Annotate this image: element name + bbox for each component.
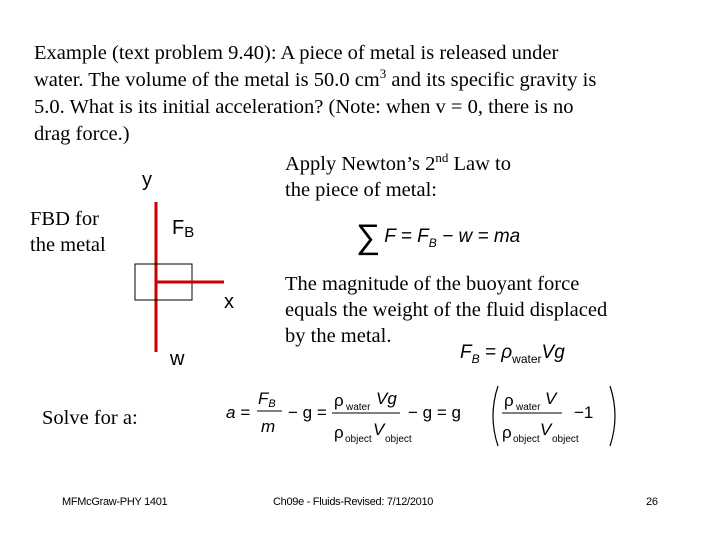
- newton-equation: [356, 218, 521, 256]
- free-body-diagram: [120, 160, 270, 380]
- frac1-denominator: m: [261, 417, 276, 436]
- water-sub: water: [512, 351, 542, 366]
- minus-g-equals-g: − g = g: [408, 403, 461, 422]
- frac2-rho: ρ: [334, 391, 344, 410]
- buoyant-explanation: [285, 271, 607, 349]
- buoyant-line-1: The magnitude of the buoyant force: [285, 273, 580, 295]
- newton-law-text: [285, 151, 511, 203]
- frac2-rho-den: ρ: [334, 423, 344, 442]
- fbd-caption-line-1: FBD for: [30, 208, 99, 230]
- buoyant-line-3: by the metal.: [285, 325, 392, 347]
- right-paren: [610, 386, 615, 446]
- footer-center: Ch09e - Fluids-Revised: 7/12/2010: [273, 496, 434, 508]
- fbd-caption: [30, 206, 106, 258]
- newton-line-2: the piece of metal:: [285, 179, 437, 201]
- frac2-object-2: object: [385, 434, 412, 445]
- rho-symbol: = ρ: [479, 342, 513, 363]
- problem-line-1: Example (text problem 9.40): A piece of metal is released under: [34, 42, 559, 64]
- buoyant-equation: [460, 342, 565, 366]
- frac3-object-2: object: [552, 434, 579, 445]
- frac2-v-den: V: [373, 420, 385, 439]
- newton-line-1: [285, 151, 511, 177]
- problem-line-4: drag force.): [34, 123, 130, 145]
- frac3-v: V: [545, 389, 557, 408]
- frac2-vg: Vg: [376, 389, 397, 408]
- x-axis-label: x: [224, 291, 234, 313]
- frac3-rho-den: ρ: [502, 423, 512, 442]
- problem-line-2: [34, 67, 694, 94]
- fbd-caption-line-2: the metal: [30, 234, 106, 256]
- vg-symbol: Vg: [541, 342, 565, 363]
- fb-symbol: F: [460, 342, 472, 363]
- cm-superscript: 3: [379, 66, 387, 81]
- footer-left: MFMcGraw-PHY 1401: [62, 496, 168, 508]
- a-equals: a =: [226, 403, 251, 422]
- minus-one: −1: [574, 403, 594, 422]
- newton-line-1b: Law to: [448, 153, 511, 175]
- frac3-object: object: [513, 434, 540, 445]
- fb-sub: B: [471, 351, 480, 366]
- sum-rhs: $F = F_B - w$ = ma: [384, 225, 521, 250]
- frac2-water: water: [346, 402, 371, 413]
- problem-line-2b: and its specific gravity is: [386, 69, 597, 91]
- left-paren: [493, 386, 498, 446]
- weight-label: w: [170, 348, 185, 370]
- problem-statement: [34, 40, 694, 148]
- newton-line-1a: Apply Newton’s 2: [285, 153, 436, 175]
- frac3-water: water: [516, 402, 541, 413]
- y-axis-label: y: [142, 169, 152, 191]
- problem-line-3: 5.0. What is its initial acceleration? (Note: when v = 0, there is no: [34, 96, 574, 118]
- buoyant-force-label: FB: [172, 217, 195, 241]
- sigma-symbol: ∑: [356, 218, 381, 256]
- buoyant-line-2: equals the weight of the fluid displaced: [285, 299, 608, 321]
- solve-label: Solve for a:: [42, 407, 138, 429]
- frac1-numerator: FB: [258, 389, 276, 410]
- acceleration-equation: [222, 378, 622, 450]
- frac3-v-den: V: [540, 420, 552, 439]
- ordinal-superscript: nd: [435, 150, 449, 165]
- page-number: 26: [646, 496, 658, 508]
- frac2-object: object: [345, 434, 372, 445]
- problem-line-2a: water. The volume of the metal is 50.0 cm: [34, 69, 380, 91]
- frac3-rho: ρ: [504, 391, 514, 410]
- minus-g-equals: − g =: [288, 403, 327, 422]
